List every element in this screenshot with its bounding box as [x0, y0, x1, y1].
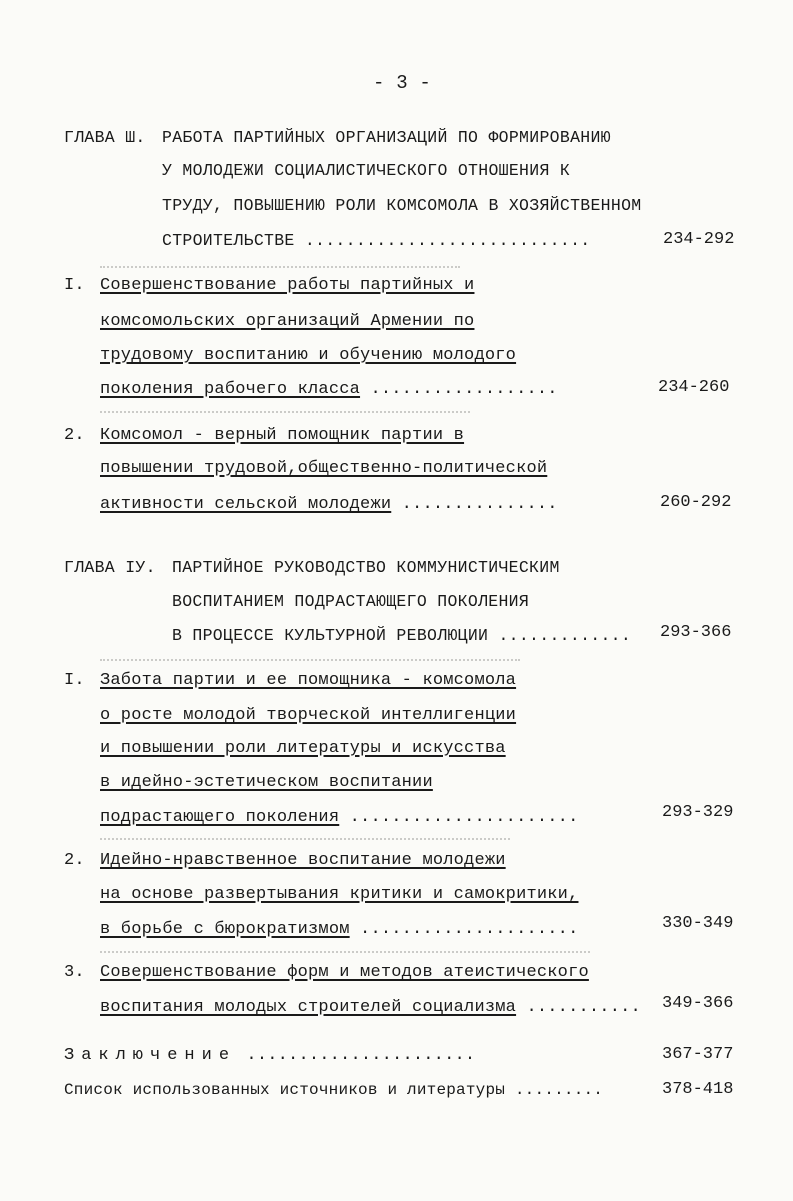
chapter-4-title-line-2: ВОСПИТАНИЕМ ПОДРАСТАЮЩЕГО ПОКОЛЕНИЯ [172, 592, 530, 611]
chapter-3-heading: ГЛАВА Ш. [64, 128, 146, 147]
section-title-line: и повышении роли литературы и искусства [100, 739, 506, 758]
leader-dots: ............... [391, 495, 558, 514]
chapter-4-title-line-3: В ПРОЦЕССЕ КУЛЬТУРНОЙ РЕВОЛЮЦИИ ............. [172, 626, 632, 645]
leader-dots: ............. [488, 626, 632, 645]
section-marker: 3. [64, 963, 85, 982]
chapter-3-title-line-4: СТРОИТЕЛЬСТВЕ ............................ [162, 231, 591, 250]
conclusion-label: Заключение [64, 1046, 237, 1065]
leader-dots: ...................... [339, 808, 579, 827]
section-title-line: трудовому воспитанию и обучению молодого [100, 346, 517, 365]
section-pages: 349-366 [662, 994, 734, 1013]
chapter-4-heading: ГЛАВА IУ. [64, 558, 156, 577]
section-title-line: комсомольских организаций Армении по [100, 312, 475, 331]
section-marker: 2. [64, 426, 85, 445]
section-title-line: на основе развертывания критики и самокритики, [100, 885, 579, 904]
section-title-line: повышении трудовой,общественно-политической [100, 459, 548, 478]
section-title-line: активности сельской молодежи ............... [100, 495, 558, 514]
sources-label: Список использованных источников и литературы [64, 1081, 506, 1099]
conclusion-pages: 367-377 [662, 1045, 734, 1064]
bleed-through-specks [100, 951, 590, 955]
section-pages: 234-260 [658, 378, 730, 397]
section-pages: 293-329 [662, 803, 734, 822]
section-title-line: поколения рабочего класса .................. [100, 380, 558, 399]
chapter-4-pages: 293-366 [660, 623, 732, 642]
section-title-line: Идейно-нравственное воспитание молодежи [100, 851, 506, 870]
section-title-line: Совершенствование работы партийных и [100, 276, 475, 295]
section-title-line: о росте молодой творческой интеллигенции [100, 706, 517, 725]
bleed-through-specks [100, 659, 520, 663]
leader-dots: ...................... [236, 1046, 476, 1065]
section-title-line: воспитания молодых строителей социализма ........... [100, 998, 641, 1017]
section-pages: 330-349 [662, 914, 734, 933]
leader-dots: ........... [516, 998, 641, 1017]
section-title-line: подрастающего поколения ...................... [100, 808, 579, 827]
conclusion-entry [64, 1045, 475, 1067]
section-marker: I. [64, 276, 85, 295]
bleed-through-specks [100, 838, 510, 842]
section-marker: 2. [64, 851, 85, 870]
chapter-3-title-line-3: ТРУДУ, ПОВЫШЕНИЮ РОЛИ КОМСОМОЛА В ХОЗЯЙСТВЕННОМ [162, 196, 642, 215]
bleed-through-specks [100, 266, 460, 270]
section-title-line: в борьбе с бюрократизмом ..................... [100, 920, 579, 939]
bleed-through-specks [100, 411, 470, 415]
page-number: - 3 - [373, 72, 432, 94]
leader-dots: ............................ [294, 231, 591, 250]
leader-dots: ..................... [349, 920, 579, 939]
leader-dots: .................. [360, 380, 558, 399]
section-title-line: Комсомол - верный помощник партии в [100, 426, 465, 445]
chapter-3-pages: 234-292 [663, 230, 735, 249]
section-title-line: Забота партии и ее помощника - комсомола [100, 671, 517, 690]
sources-pages: 378-418 [662, 1080, 734, 1099]
chapter-3-title-line-1: РАБОТА ПАРТИЙНЫХ ОРГАНИЗАЦИЙ ПО ФОРМИРОВАНИЮ [162, 128, 611, 147]
section-title-line: в идейно-эстетическом воспитании [100, 773, 433, 792]
section-title-line: Совершенствование форм и методов атеистического [100, 963, 589, 982]
leader-dots: ......... [505, 1081, 604, 1099]
section-marker: I. [64, 671, 85, 690]
chapter-4-title-line-1: ПАРТИЙНОЕ РУКОВОДСТВО КОММУНИСТИЧЕСКИМ [172, 558, 560, 577]
chapter-3-title-line-2: У МОЛОДЕЖИ СОЦИАЛИСТИЧЕСКОГО ОТНОШЕНИЯ К [162, 161, 571, 180]
section-pages: 260-292 [660, 493, 732, 512]
sources-entry [64, 1079, 603, 1101]
